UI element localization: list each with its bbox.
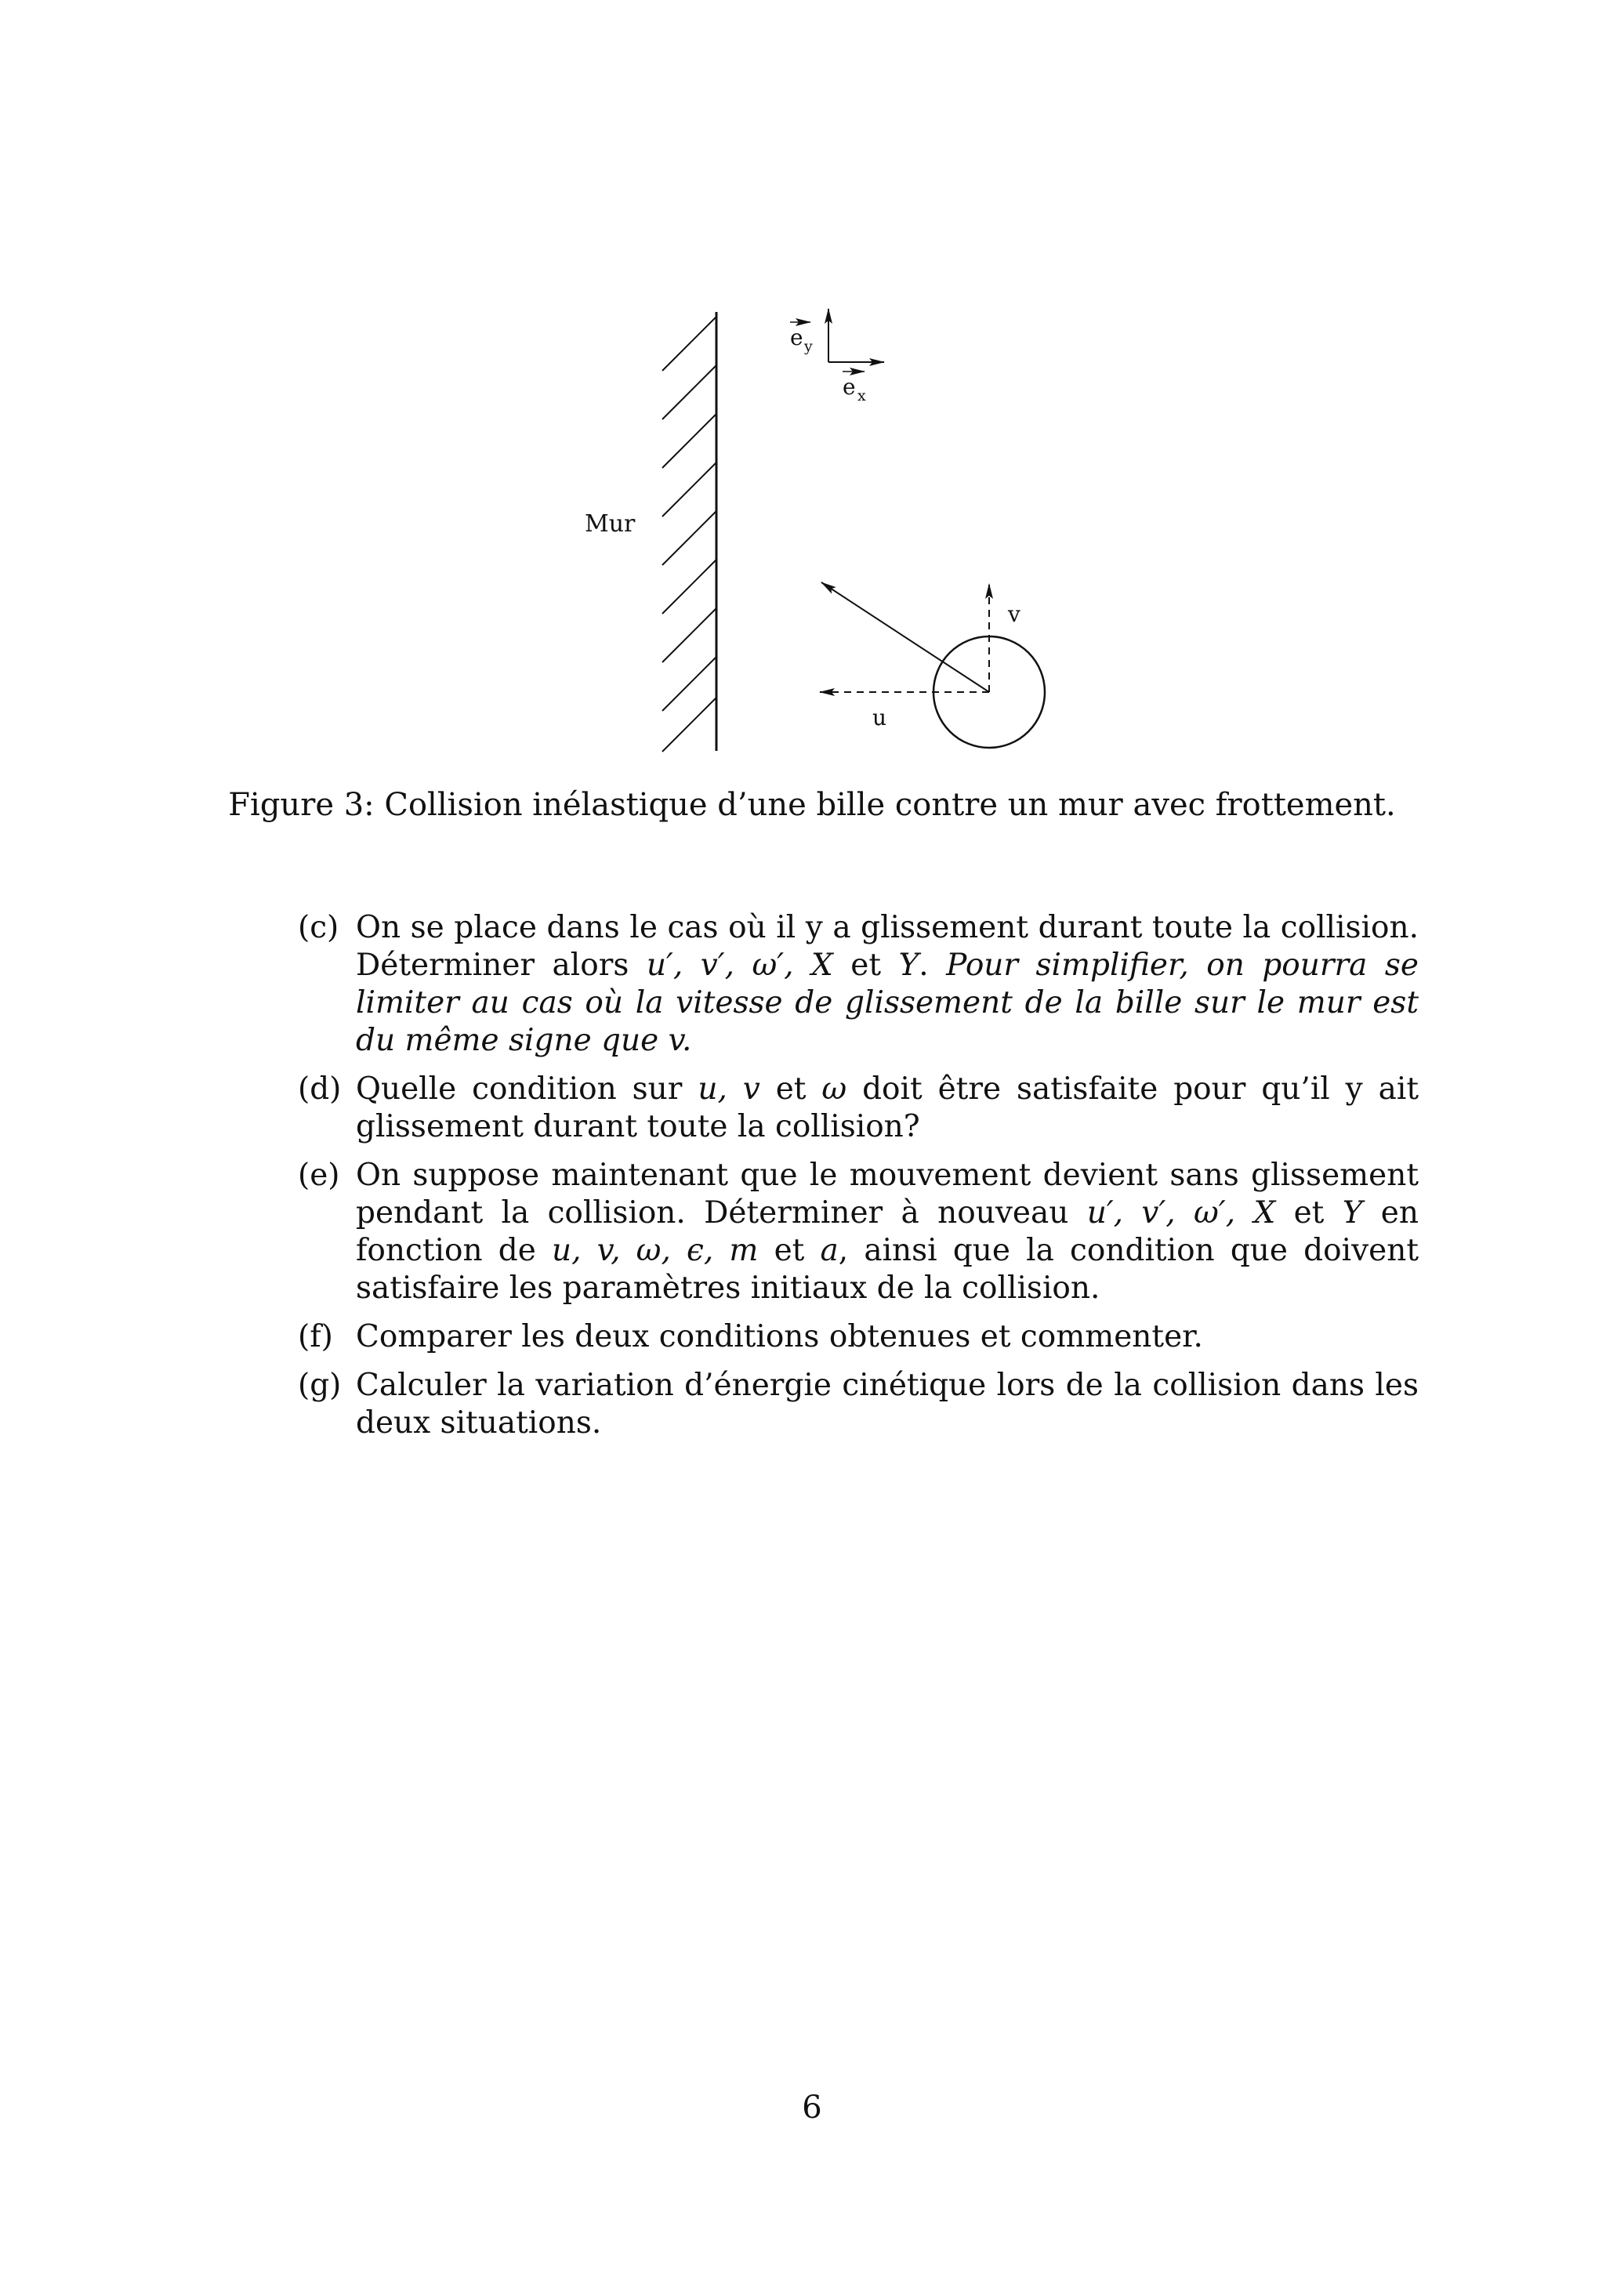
wall — [662, 312, 716, 752]
question-text-part: et — [758, 1233, 821, 1268]
question-text-part: et — [832, 948, 899, 983]
question-item — [298, 909, 1419, 1060]
question-text-part: . — [682, 1023, 692, 1058]
question-text-part: , ainsi que la condition que doivent satisfaire les paramètres initiaux de la collision. — [356, 1233, 1419, 1306]
math-expression: a — [820, 1233, 839, 1268]
question-text-part: . — [919, 948, 947, 983]
question-label: (c) — [298, 910, 339, 945]
math-expression: u, v — [698, 1071, 760, 1107]
question-text — [356, 1318, 1419, 1356]
question-text-part: Calculer la variation d’énergie cinétique lors de la collision dans les deux situations. — [356, 1368, 1419, 1441]
axis-x-subscript: x — [857, 387, 866, 404]
question-text-part: On suppose maintenant que le mouvement devient sans glissement pendant la collision. Déterminer à nouveau — [356, 1158, 1419, 1231]
math-expression: ω — [821, 1071, 847, 1107]
question-item — [298, 1157, 1419, 1307]
question-label: (g) — [298, 1368, 342, 1403]
wall-hatching — [662, 317, 716, 752]
question-text-part: en fonction de — [356, 1195, 1419, 1268]
axis-x-label: e — [843, 374, 856, 400]
wall-label: Mur — [585, 510, 636, 538]
velocity-v-label: v — [1008, 601, 1020, 627]
question-text-part: et — [759, 1071, 822, 1107]
question-label: (d) — [298, 1071, 342, 1107]
velocity-vector — [821, 582, 989, 692]
question-item — [298, 1318, 1419, 1356]
math-expression: Y — [898, 948, 919, 983]
math-expression: u′, v′, ω′, X — [1086, 1195, 1276, 1231]
math-expression: v — [668, 1023, 683, 1058]
math-expression: u′, v′, ω′, X — [646, 948, 833, 983]
question-item — [298, 1071, 1419, 1146]
question-text — [356, 1157, 1419, 1307]
question-label: (e) — [298, 1158, 340, 1193]
question-text — [356, 909, 1419, 1060]
question-text-part: On se place dans le cas où il y a glissement durant toute la collision. Déterminer alors — [356, 910, 1419, 983]
question-label: (f) — [298, 1319, 333, 1354]
figure-caption: Figure 3: Collision inélastique d’une bille contre un mur avec frottement. — [228, 787, 1396, 823]
math-expression: Y — [1342, 1195, 1363, 1231]
question-item — [298, 1367, 1419, 1442]
collision-figure — [0, 0, 1624, 784]
question-text-part: doit être satisfaite pour qu’il y ait glissement durant toute la collision? — [356, 1071, 1419, 1144]
question-text — [356, 1367, 1419, 1442]
question-text-part: Comparer les deux conditions obtenues et commenter. — [356, 1319, 1203, 1354]
math-expression: u, v, ω, ϵ, m — [552, 1233, 759, 1268]
question-text-part: Quelle condition sur — [356, 1071, 698, 1107]
question-text — [356, 1071, 1419, 1146]
axis-y-subscript: y — [804, 338, 813, 355]
page-number: 6 — [802, 2090, 822, 2126]
question-list — [298, 909, 1419, 1453]
velocity-u-label: u — [872, 705, 887, 730]
question-text-part: et — [1275, 1195, 1343, 1231]
coordinate-axes — [790, 309, 884, 404]
axis-y-label: e — [790, 324, 803, 350]
question-text-part: Pour simplifier, on pourra se limiter au cas où la vitesse de glissement de la bille sur le mur est du même signe que — [356, 948, 1419, 1058]
